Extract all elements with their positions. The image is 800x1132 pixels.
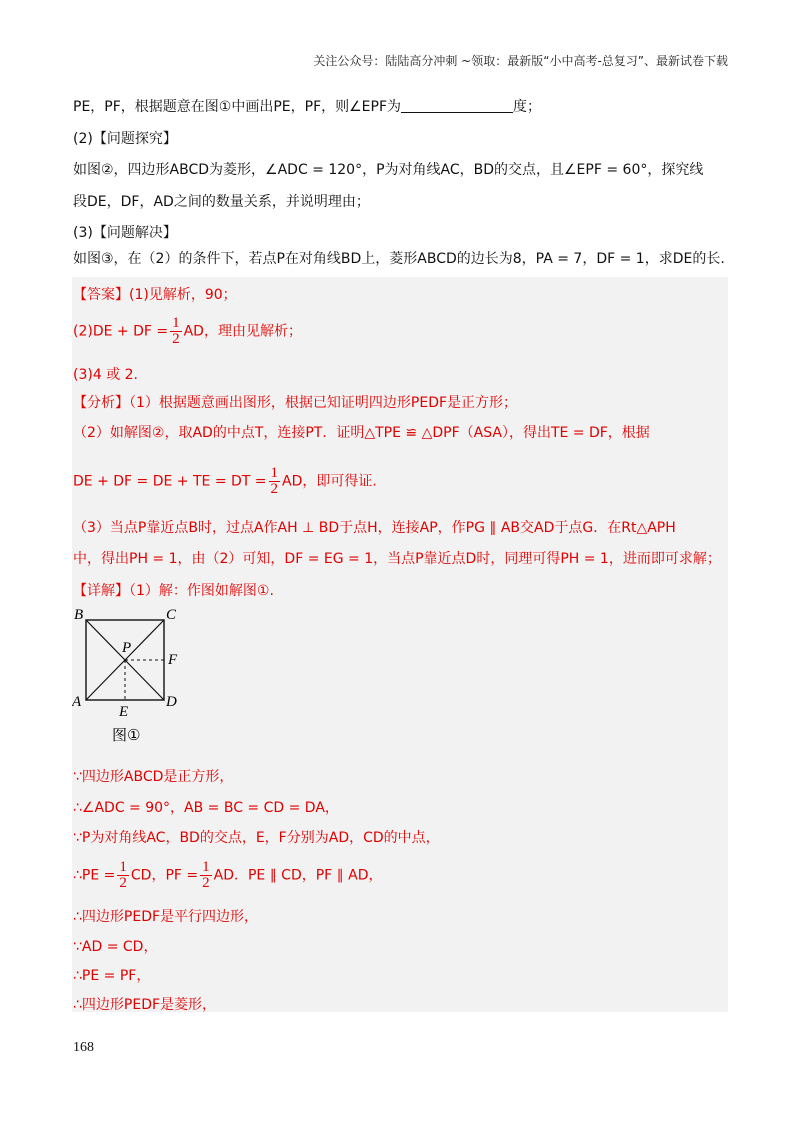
answer-blank xyxy=(401,98,513,113)
detail-step-5: ∴四边形PEDF是平行四边形， xyxy=(73,909,259,925)
answer-3: (3)4 或 2. xyxy=(73,367,138,383)
analysis-line-3-rhs: AD，即可得证. xyxy=(282,473,377,490)
detail-step-6: ∵AD = CD， xyxy=(73,939,158,955)
q2-line-1: 如图②，四边形ABCD为菱形，∠ADC = 120°，P为对角线AC，BD的交点，且∠EPF = 60°，探究线 xyxy=(73,162,704,178)
figure-caption: 图① xyxy=(112,726,141,744)
analysis-line-4: （3）当点P靠近点B时，过点A作AH ⊥ BD于点H，连接AP，作PG ∥ AB交AD于点G．在Rt△APH xyxy=(73,520,676,536)
label-f: F xyxy=(168,652,178,668)
fraction-half xyxy=(117,860,129,891)
detail-step-8: ∴四边形PEDF是菱形， xyxy=(73,997,217,1013)
page-number: 168 xyxy=(73,1040,94,1055)
fraction-denominator: 2 xyxy=(270,481,279,497)
detail-step-3: ∵P为对角线AC，BD的交点，E，F分别为AD，CD的中点， xyxy=(73,830,440,846)
label-e: E xyxy=(119,704,129,720)
fraction-numerator: 1 xyxy=(172,315,180,331)
label-b: B xyxy=(74,607,84,623)
detail-step-7: ∴PE = PF， xyxy=(73,968,151,984)
analysis-line-2: （2）如解图②，取AD的中点T，连接PT．证明△TPE ≌ △DPF（ASA），得出TE = DF，根据 xyxy=(73,425,650,441)
label-c: C xyxy=(166,607,177,623)
analysis-line-3 xyxy=(73,466,377,497)
q3-line-1: 如图③，在（2）的条件下，若点P在对角线BD上，菱形ABCD的边长为8，PA = 7，DF = 1，求DE的长. xyxy=(73,251,725,267)
analysis-line-3-lhs: DE + DF = DE + TE = DT = xyxy=(73,473,267,490)
analysis-line-1: 【分析】（1）根据题意画出图形，根据已知证明四边形PEDF是正方形； xyxy=(73,395,518,411)
q2-title: (2)【问题探究】 xyxy=(73,131,177,147)
answer-1: 【答案】(1)见解析，90； xyxy=(73,287,237,303)
detail-step-4-c: AD．PE ∥ CD，PF ∥ AD， xyxy=(213,867,383,884)
fraction-half xyxy=(170,316,182,347)
detail-line-1: 【详解】（1）解：作图如解图①. xyxy=(73,583,274,599)
problem-line-1 xyxy=(73,96,541,116)
detail-step-4-a: ∴PE = xyxy=(73,867,116,884)
label-d: D xyxy=(166,694,177,710)
page-header: 关注公众号：陆陆高分冲刺 ~领取：最新版“小中高考-总复习”、最新试卷下载 xyxy=(313,54,728,68)
fraction-denominator: 2 xyxy=(202,875,210,891)
problem-line-1-tail: 度； xyxy=(513,99,542,115)
detail-step-2: ∴∠ADC = 90°，AB = BC = CD = DA， xyxy=(73,800,339,816)
fraction-numerator: 1 xyxy=(202,859,210,875)
answer-2-lhs: (2)DE + DF = xyxy=(73,323,169,340)
fraction-half xyxy=(269,466,281,497)
q2-line-2: 段DE，DF，AD之间的数量关系，并说明理由； xyxy=(73,194,370,210)
problem-line-1-text: PE，PF，根据题意在图①中画出PE，PF，则∠EPF为 xyxy=(73,99,402,115)
fraction-denominator: 2 xyxy=(119,875,127,891)
label-a: A xyxy=(72,694,82,710)
fraction-half xyxy=(200,860,212,891)
answer-2 xyxy=(73,316,302,347)
fraction-numerator: 1 xyxy=(119,859,127,875)
q3-title: (3)【问题解决】 xyxy=(73,225,177,241)
square-diagram xyxy=(72,602,192,752)
analysis-line-5: 中，得出PH = 1，由（2）可知，DF = EG = 1，当点P靠近点D时，同理可得PH = 1，进而即可求解； xyxy=(73,551,721,567)
fraction-numerator: 1 xyxy=(270,465,279,481)
detail-step-4-b: CD，PF = xyxy=(130,867,199,884)
detail-step-1: ∵四边形ABCD是正方形， xyxy=(73,769,234,785)
label-p: P xyxy=(122,640,132,656)
detail-step-4 xyxy=(73,860,382,891)
fraction-denominator: 2 xyxy=(172,331,180,347)
answer-2-rhs: AD，理由见解析； xyxy=(183,323,302,340)
